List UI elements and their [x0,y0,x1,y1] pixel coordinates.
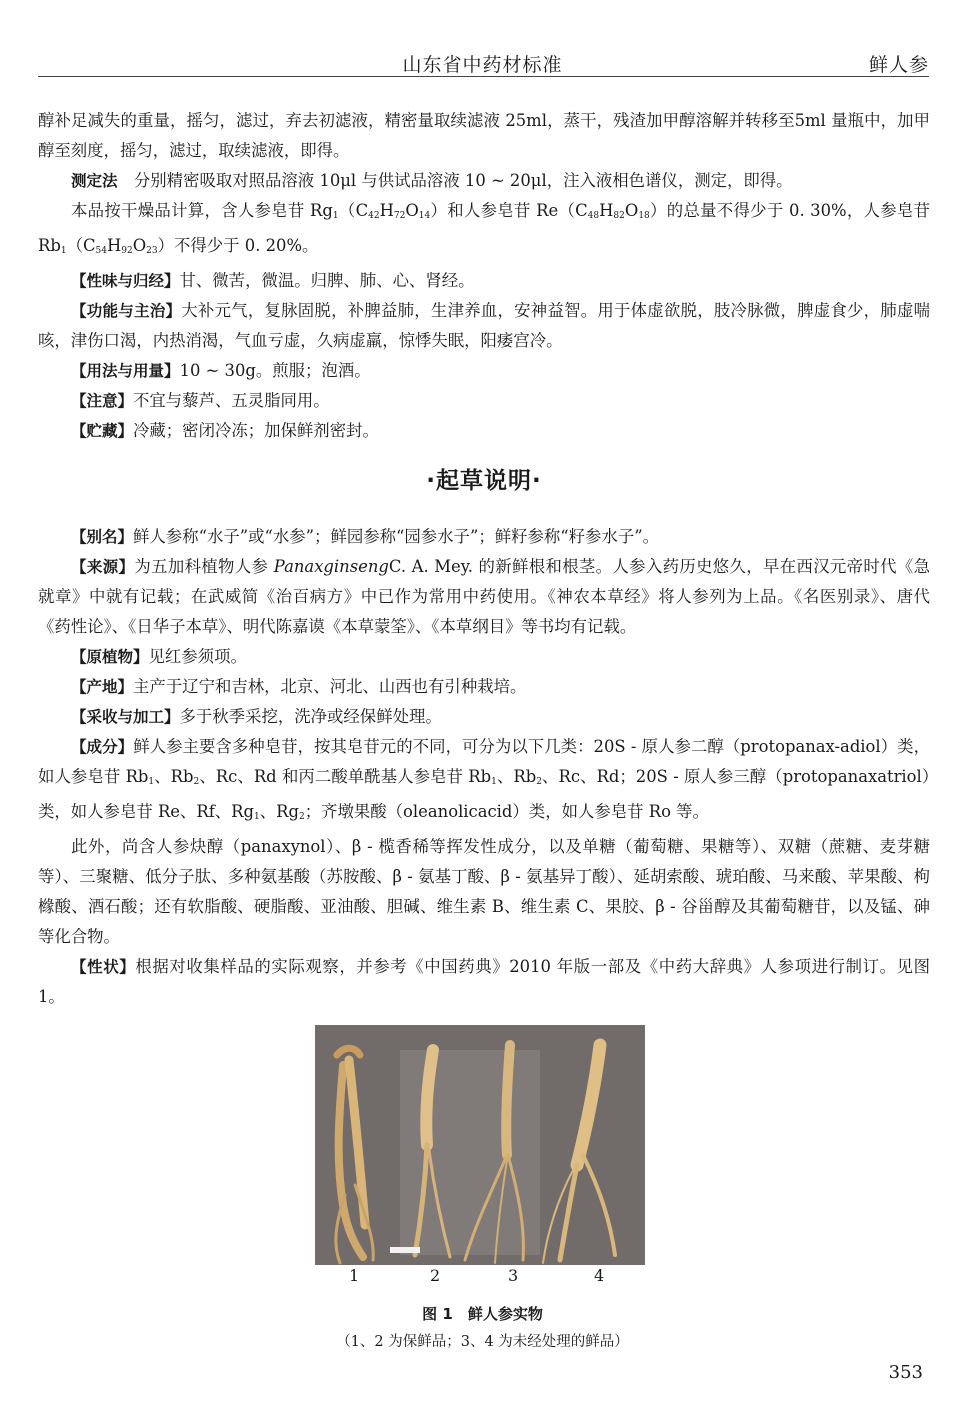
text: 鲜人参主要含多种皂苷，按其皂苷元的不同，可分为以下几类：20S - 原人参二醇（protopanax-adiol）类，如人参皂苷 Rb [38,737,930,786]
text: 大补元气，复脉固脱，补脾益肺，生津养血，安神益智。用于体虚欲脱，肢冷脉微，脾虚食少，肺虚喘咳，津伤口渴，内热消渴，气血亏虚，久病虚羸，惊悸失眠，阳痿宫冷。 [38,301,930,350]
label: 【用法与用量】 [71,362,180,380]
label: 【产地】 [71,678,134,696]
paragraph-other-constituents: 此外，尚含人参炔醇（panaxynol）、β - 榄香稀等挥发性成分，以及单糖（葡萄糖、果糖等）、双糖（蔗糖、麦芽糖等）、三聚糖、低分子肽、多种氨基酸（苏胺酸、β - 氨基丁酸、β - 氨基异丁酸）、延胡索酸、琥珀酸、马来酸、苹果酸、枸橼酸、酒石酸；还有软脂酸、硬脂酸、亚油酸、胆碱、维生素 B、维生素 C、果胶、β - 谷甾醇及其葡萄糖苷，以及锰、砷等化合物。 [38,837,930,946]
sub: 1 [60,246,67,256]
sub: 54 [95,246,107,256]
sample-number: 1 [349,1266,360,1285]
sample-number: 4 [594,1266,605,1285]
page-body [38,106,930,1012]
text-limit: ）不得少于 0. 20%。 [157,236,319,255]
sample-number: 2 [430,1266,441,1285]
text-limit: O [624,201,639,220]
text-limit: H [379,201,394,220]
label: 【成分】 [71,738,134,756]
sub: 82 [613,211,625,221]
ginseng-photo-illustration [315,1025,645,1265]
sub: 1 [148,777,155,787]
label: 【别名】 [71,528,134,546]
text: 根据对收集样品的实际观察，并参考《中国药典》2010 年版一部及《中药大辞典》人参项进行制订。见图 1。 [38,957,930,1006]
sub: 1 [491,777,497,787]
section-title: ·起草说明· [426,468,542,494]
paragraph-function [38,296,930,356]
text: 见红参须项。 [148,647,247,666]
text: ；齐墩果酸（oleanolicacid）类，如人参皂苷 Ro 等。 [304,802,709,821]
text: C. A. Mey. 的新鲜根和根茎。人参入药历史悠久，早在西汉元帝时代《急就章》中就有记载；在武威简《治百病方》中已作为常用中药使用。《神农本草经》将人参列为上品。《名医别录》、唐代《药性论》、《日华子本草》、明代陈嘉谟《本草蒙筌》、《本草纲目》等书均有记载。 [38,557,930,636]
text: 、Rc、Rd；20S - 原人参三醇（protopanaxatriol）类，如人参皂苷 Re、Rf、Rg [38,767,931,821]
text-limit: （C [338,201,369,220]
paragraph-producing-area [38,672,930,702]
text: 甘、微苦，微温。归脾、肺、心、肾经。 [179,271,475,290]
running-header-section: 鲜人参 [868,54,929,76]
sub: 23 [146,246,158,256]
text: 10 ~ 30g。煎服；泡酒。 [179,361,371,380]
sub: 42 [368,211,380,221]
figure-note: （1、2 为保鲜品；3、4 为未经处理的鲜品） [336,1334,629,1350]
label-assay-method: 测定法 [71,172,118,190]
paragraph-nature-meridian [38,266,930,296]
text: 主产于辽宁和吉林，北京、河北、山西也有引种栽培。 [133,677,527,696]
page-number: 353 [888,1362,923,1383]
paragraph-storage [38,416,930,446]
paragraph-dosage [38,356,930,386]
paragraph-assay-method [38,166,930,196]
text-limit: （C [66,236,96,255]
label: 【采收与加工】 [71,708,180,726]
ginseng-photo [315,1025,645,1265]
paragraph-harvest [38,702,930,732]
text-limit: 本品按干燥品计算，含人参皂苷 Rg [71,201,333,220]
paragraph-alias [38,522,930,552]
paragraph-caution [38,386,930,416]
sub: 72 [393,211,406,221]
latin-name: Panaxginseng [273,557,389,576]
label: 【注意】 [71,392,134,410]
text: 冷藏；密闭冷冻；加保鲜剂密封。 [133,421,379,440]
label: 【性状】 [71,958,136,976]
text: 、Rb [496,767,537,786]
text-limit: O [132,236,147,255]
sub: 18 [638,211,650,221]
figure-caption: 图 1 鲜人参实物 [422,1305,543,1323]
label: 【来源】 [71,558,135,576]
paragraph-source [38,552,930,642]
text: 为五加科植物人参 [134,557,274,576]
sub: 1 [254,812,260,822]
sub: 92 [121,246,133,256]
paragraph-characters [38,952,930,1012]
sub: 1 [332,211,339,221]
text-assay-method: 分别精密吸取对照品溶液 10μl 与供试品溶液 10 ~ 20μl，注入液相色谱仪，测定，即得。 [133,171,793,190]
sub: 2 [193,777,200,787]
text-limit: H [599,201,614,220]
paragraph-origin-plant [38,642,930,672]
header-rule [38,76,929,77]
text: 、Rc、Rd 和丙二酸单酰基人参皂苷 Rb [199,767,492,786]
label: 【性味与归经】 [71,272,180,290]
sub: 2 [298,812,305,822]
paragraph-content-limit [38,196,930,266]
label: 【贮藏】 [71,422,134,440]
text-limit: ）的总量不得少于 0. 30%，人参皂苷 Rb [38,201,930,255]
sub: 48 [587,211,600,221]
sub: 14 [418,211,431,221]
sub: 2 [536,777,542,787]
text: 、Rb [154,767,194,786]
sample-number: 3 [508,1266,519,1285]
label: 【功能与主治】 [71,302,182,320]
text: 、Rg [259,802,299,821]
paragraph-constituents [38,732,930,832]
text: 不宜与藜芦、五灵脂同用。 [133,391,330,410]
text-limit: H [106,236,122,255]
text: 鲜人参称“水子”或“水参”；鲜园参称“园参水子”；鲜籽参称“籽参水子”。 [133,527,659,546]
text: 多于秋季采挖，洗净或经保鲜处理。 [179,707,442,726]
paragraph-sample-prep: 醇补足减失的重量，摇匀，滤过，弃去初滤液，精密量取续滤液 25ml，蒸干，残渣加甲醇溶解并转移至5ml 量瓶中，加甲醇至刻度，摇匀，滤过，取续滤液，即得。 [38,111,930,160]
running-header-title: 山东省中药材标准 [402,54,563,76]
label: 【原植物】 [71,648,149,666]
text-limit: ）和人参皂苷 Re（C [430,201,588,220]
text-limit: O [405,201,419,220]
